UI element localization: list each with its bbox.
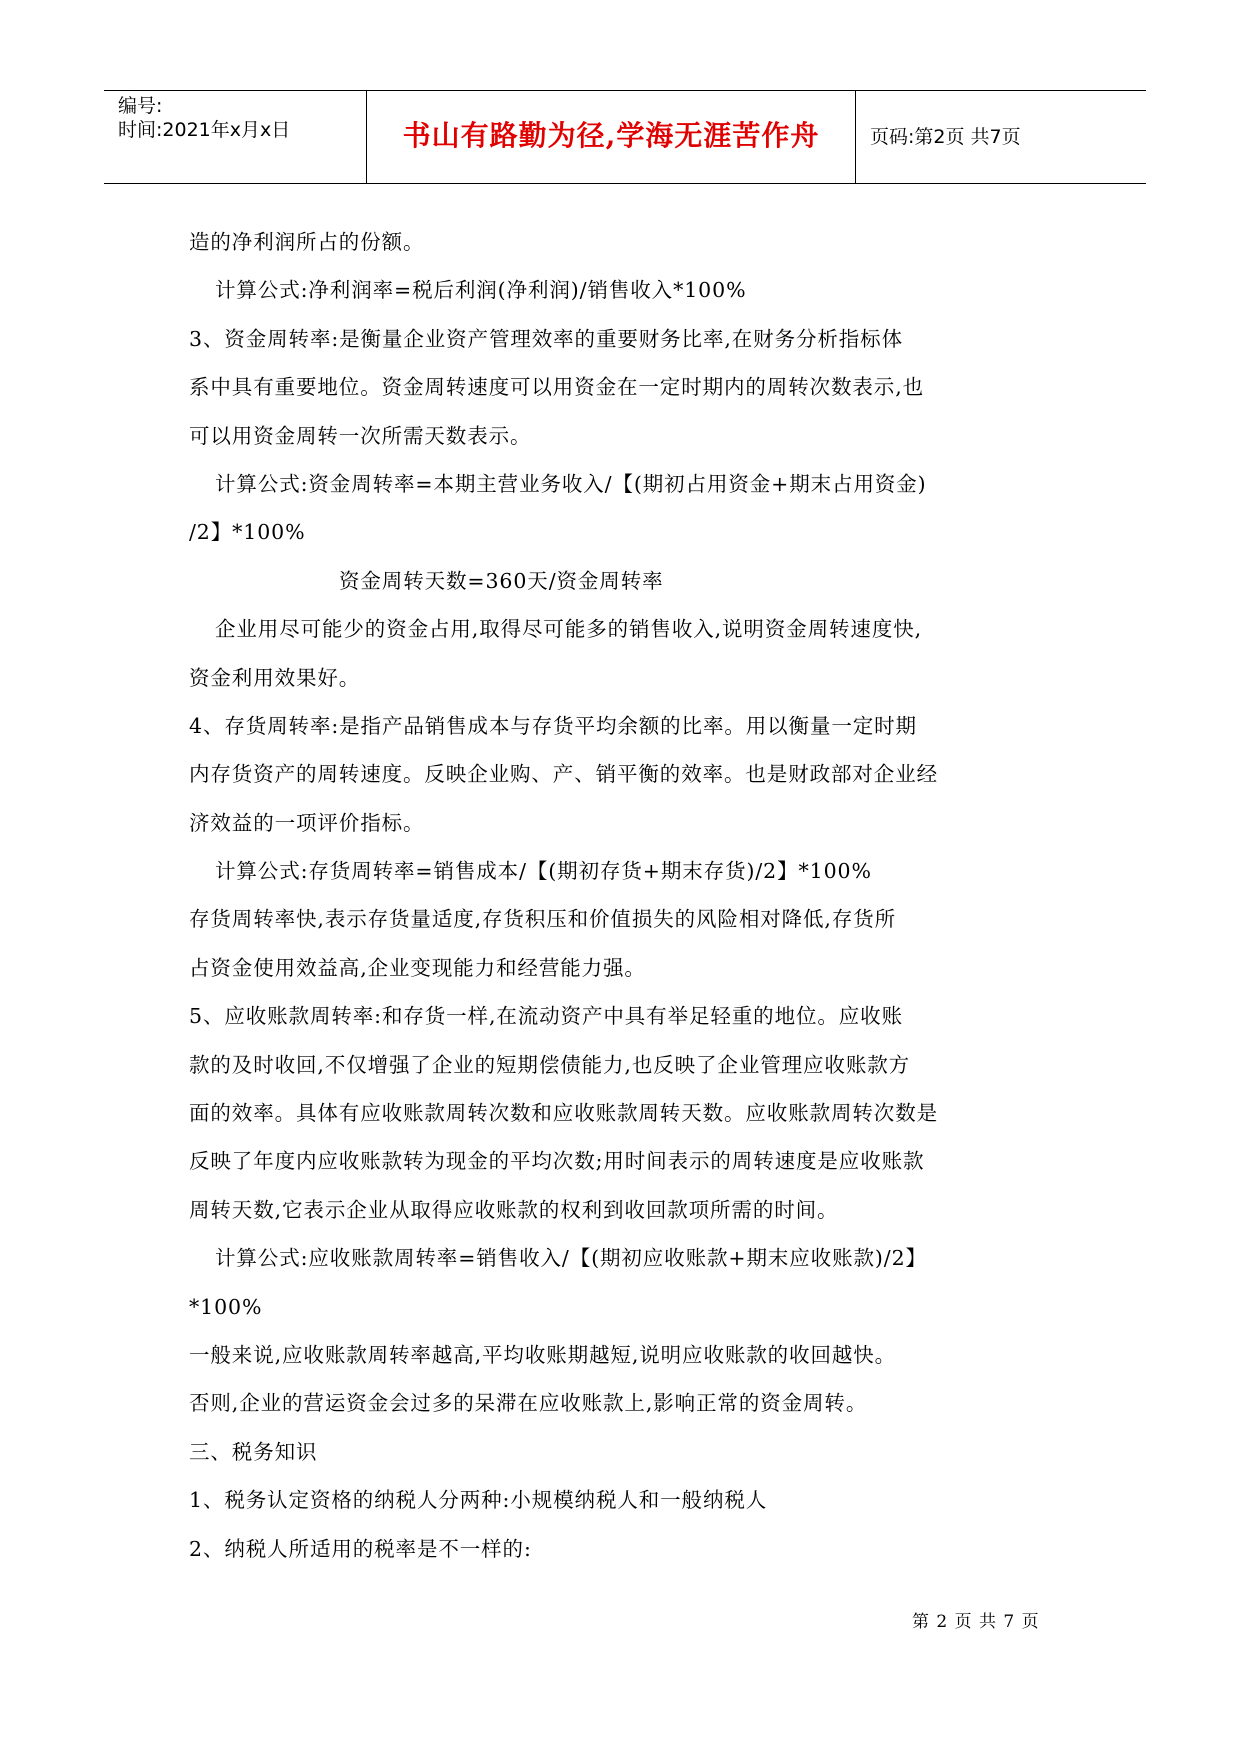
header-middle-cell [366,91,856,183]
body-line: 内存货资产的周转速度。反映企业购、产、销平衡的效率。也是财政部对企业经 [189,762,938,787]
header-right-cell [856,91,1146,183]
body-line: 企业用尽可能少的资金占用,取得尽可能多的销售收入,说明资金周转速度快, [215,617,923,642]
formula-capital-turnover-days: 资金周转天数=360天/资金周转率 [339,568,664,593]
section-heading-tax: 三、税务知识 [189,1439,318,1464]
header-left-cell [104,91,366,183]
body-line: 1、税务认定资格的纳税人分两种:小规模纳税人和一般纳税人 [189,1488,768,1513]
body-line: /2】*100% [189,520,306,545]
document-body [189,218,1079,1573]
body-line: 款的及时收回,不仅增强了企业的短期偿债能力,也反映了企业管理应收账款方 [189,1052,911,1077]
formula-capital-turnover: 计算公式:资金周转率=本期主营业务收入/【(期初占用资金+期末占用资金) [215,471,927,496]
body-line: 造的净利润所占的份额。 [189,230,425,254]
body-line: 否则,企业的营运资金会过多的呆滞在应收账款上,影响正常的资金周转。 [189,1391,868,1416]
body-line: 济效益的一项评价指标。 [189,810,425,835]
body-line: 一般来说,应收账款周转率越高,平均收账期越短,说明应收账款的收回越快。 [189,1342,897,1367]
body-line: 可以用资金周转一次所需天数表示。 [189,423,532,448]
body-line: 面的效率。具体有应收账款周转次数和应收账款周转天数。应收账款周转次数是 [189,1101,938,1126]
formula-net-profit-rate: 计算公式:净利润率=税后利润(净利润)/销售收入*100% [215,278,747,303]
header-motto: 书山有路勤为径,学海无涯苦作舟 [402,119,820,152]
body-line: 系中具有重要地位。资金周转速度可以用资金在一定时期内的周转次数表示,也 [189,375,925,400]
body-line: 占资金使用效益高,企业变现能力和经营能力强。 [189,955,646,980]
formula-receivables-turnover: 计算公式:应收账款周转率=销售收入/【(期初应收账款+期末应收账款)/2】 [215,1246,927,1271]
page-footer-number: 第 2 页 共 7 页 [912,1612,1040,1632]
body-line: 2、纳税人所适用的税率是不一样的: [189,1536,532,1561]
page-header [104,90,1146,184]
document-number-label: 编号: [118,95,163,117]
formula-inventory-turnover: 计算公式:存货周转率=销售成本/【(期初存货+期末存货)/2】*100% [215,859,872,884]
header-page-info: 页码:第2页 共7页 [870,126,1021,148]
body-line: 5、应收账款周转率:和存货一样,在流动资产中具有举足轻重的地位。应收账 [189,1004,903,1029]
document-date: 时间:2021年x月x日 [118,119,291,141]
body-line: 资金利用效果好。 [189,665,361,690]
body-line: 4、存货周转率:是指产品销售成本与存货平均余额的比率。用以衡量一定时期 [189,713,917,738]
body-line: 存货周转率快,表示存货量适度,存货积压和价值损失的风险相对降低,存货所 [189,907,897,932]
body-line: *100% [189,1294,263,1319]
body-line: 反映了年度内应收账款转为现金的平均次数;用时间表示的周转速度是应收账款 [189,1149,925,1174]
body-line: 3、资金周转率:是衡量企业资产管理效率的重要财务比率,在财务分析指标体 [189,326,903,351]
body-line: 周转天数,它表示企业从取得应收账款的权利到收回款项所需的时间。 [189,1197,839,1222]
